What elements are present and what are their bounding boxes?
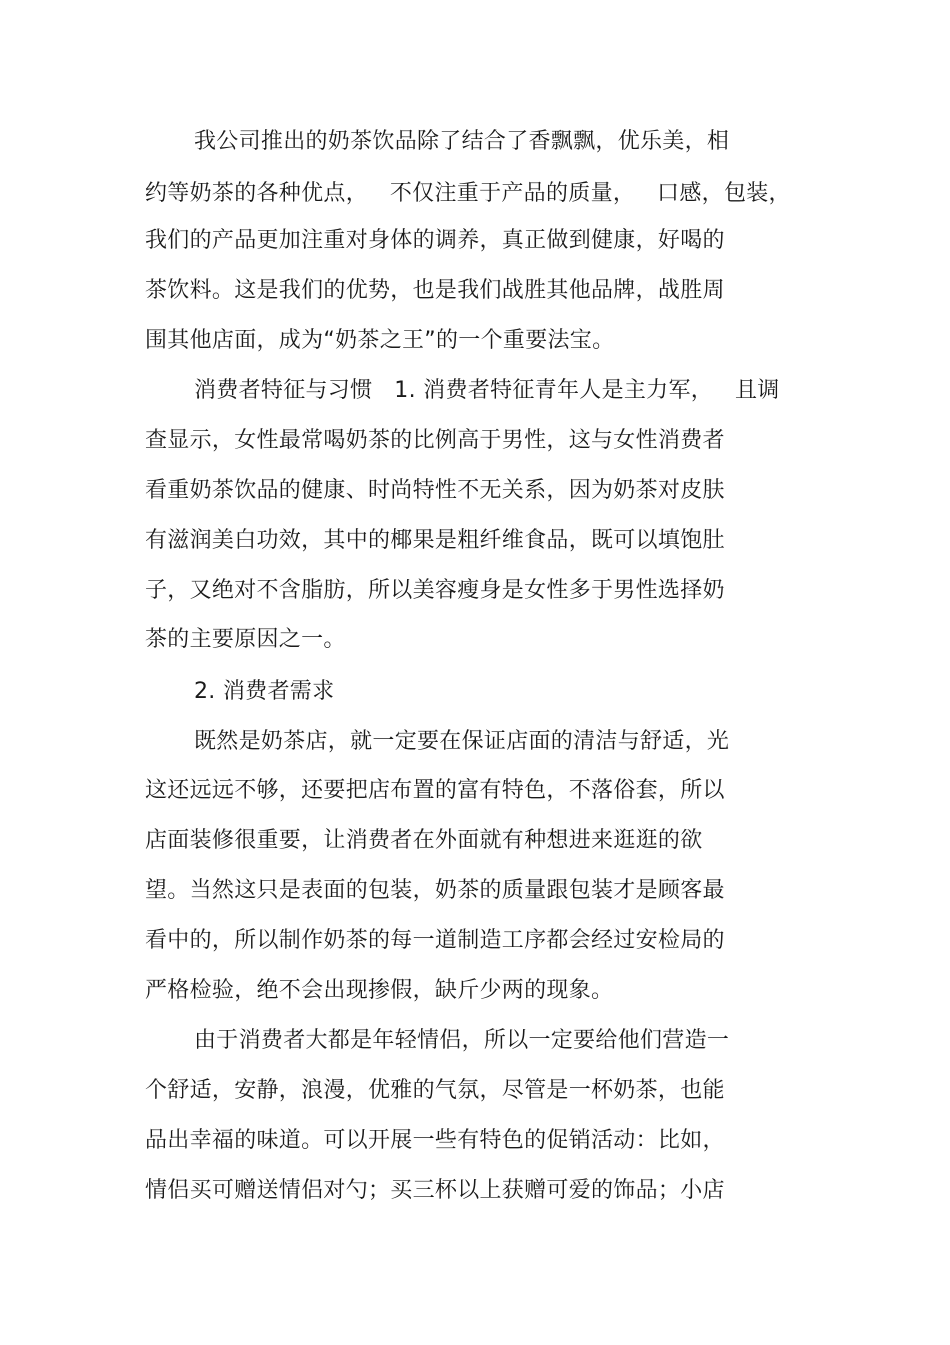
paragraph-line: 约等奶茶的各种优点， 不仅注重于产品的质量， 口感，包装， [145,181,791,206]
paragraph-line: 情侣买可赠送情侣对勺；买三杯以上获赠可爱的饰品；小店 [145,1178,725,1203]
paragraph-line: 看中的，所以制作奶茶的每一道制造工序都会经过安检局的 [145,928,725,953]
paragraph-line: 茶饮料。这是我们的优势，也是我们战胜其他品牌，战胜周 [145,278,725,303]
paragraph-line: 围其他店面，成为“奶茶之王”的一个重要法宝。 [145,328,615,353]
paragraph-line: 店面装修很重要，让消费者在外面就有种想进来逛逛的欲 [145,828,703,853]
paragraph-line: 我公司推出的奶茶饮品除了结合了香飘飘，优乐美，相 [194,129,730,154]
paragraph-line: 既然是奶茶店，就一定要在保证店面的清洁与舒适，光 [194,729,730,754]
paragraph-line: 严格检验，绝不会出现掺假，缺斤少两的现象。 [145,978,614,1003]
paragraph-line: 子，又绝对不含脂肪，所以美容瘦身是女性多于男性选择奶 [145,578,725,603]
paragraph-line: 有滋润美白功效，其中的椰果是粗纤维食品，既可以填饱肚 [145,528,725,553]
paragraph-line: 品出幸福的味道。可以开展一些有特色的促销活动：比如， [145,1128,725,1153]
paragraph-line: 个舒适，安静，浪漫，优雅的气氛，尽管是一杯奶茶，也能 [145,1078,725,1103]
paragraph-line: 看重奶茶饮品的健康、时尚特性不无关系，因为奶茶对皮肤 [145,478,725,503]
section-heading: 2. 消费者需求 [194,679,335,704]
paragraph-line: 我们的产品更加注重对身体的调养，真正做到健康，好喝的 [145,228,725,253]
paragraph-line: 由于消费者大都是年轻情侣，所以一定要给他们营造一 [194,1028,730,1053]
paragraph-line: 茶的主要原因之一。 [145,627,346,652]
paragraph-line: 消费者特征与习惯 1. 消费者特征青年人是主力军， 且调 [194,378,780,403]
paragraph-line: 望。当然这只是表面的包装，奶茶的质量跟包装才是顾客最 [145,878,725,903]
paragraph-line: 这还远远不够，还要把店布置的富有特色，不落俗套，所以 [145,778,725,803]
paragraph-line: 查显示，女性最常喝奶茶的比例高于男性，这与女性消费者 [145,428,725,453]
